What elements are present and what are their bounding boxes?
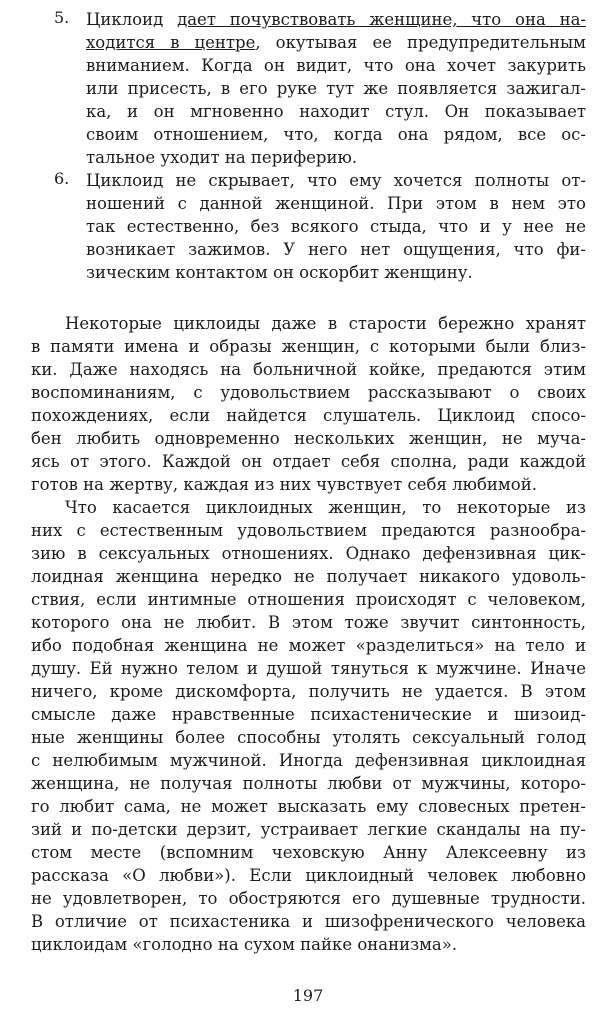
text-fragment: Циклоид	[86, 10, 178, 29]
underlined-text: ходится в центре	[86, 33, 256, 52]
text-line: ствия, если интимные отношения происходят с человеком,	[31, 590, 586, 609]
text-line: них с естественным удовольствием предаются разнообра-	[31, 521, 586, 540]
text-line: женщина, не получая полноты любви от мужчины, которо-	[31, 774, 586, 793]
text-line: ибо подобная женщина не может «разделиться» на тело и	[31, 636, 586, 655]
page-number: 197	[292, 986, 324, 1005]
text-line: возникает зажимов. У него нет ощущения, что фи-	[86, 240, 586, 259]
list-number: 6.	[54, 169, 70, 188]
text-line: циклоидам «голодно на сухом пайке онанизма».	[31, 935, 458, 954]
list-number: 5.	[54, 8, 70, 27]
body-text	[31, 312, 586, 956]
text-line: смысле даже нравственные психастенические и шизоид-	[31, 705, 586, 724]
text-line: которого она не любит. В этом тоже звучит синтонность,	[31, 613, 586, 632]
text-line	[86, 8, 586, 31]
text-line: душу. Ей нужно телом и душой тянуться к мужчине. Иначе	[31, 659, 586, 678]
list-item-5	[54, 8, 586, 169]
text-line: стом месте (вспомним чеховскую Анну Алексеевну из	[31, 843, 586, 862]
text-fragment: , окутывая ее предупредительным	[255, 33, 586, 52]
text-line: зическим контактом он оскорбит женщину.	[86, 263, 473, 282]
text-line: го любит сама, не может высказать ему словесных претен-	[31, 797, 586, 816]
text-line: с нелюбимым мужчиной. Иногда дефензивная циклоидная	[31, 751, 586, 770]
paragraph-2	[31, 496, 586, 956]
text-line: зию в сексуальных отношениях. Однако дефензивная цик-	[31, 544, 586, 563]
text-line: своим отношением, что, когда она рядом, все ос-	[86, 125, 586, 144]
text-line: воспоминаниям, с удовольствием рассказывают о своих	[31, 383, 586, 402]
text-line: рассказа «О любви»). Если циклоидный человек любовно	[31, 866, 586, 885]
text-line: ки. Даже находясь на больничной койке, предаются этим	[31, 360, 586, 379]
text-line: зий и по-детски дерзит, устраивает легкие скандалы на пу-	[31, 820, 586, 839]
text-line: бен любить одновременно нескольких женщин, не муча-	[31, 429, 586, 448]
text-line: Что касается циклоидных женщин, то некоторые из	[65, 498, 586, 517]
text-line: или присесть, в его руке тут же появляется зажигал-	[86, 79, 586, 98]
numbered-list	[54, 8, 586, 284]
text-line: вниманием. Когда он видит, что она хочет закурить	[86, 56, 586, 75]
text-line: похождениях, если найдется слушатель. Циклоид спосо-	[31, 406, 586, 425]
paragraph-1	[31, 312, 586, 496]
text-line: в памяти имена и образы женщин, с которыми были близ-	[31, 337, 586, 356]
text-line: не удовлетворен, то обостряются его душевные трудности.	[31, 889, 586, 908]
text-line: Некоторые циклоиды даже в старости бережно хранят	[65, 314, 586, 333]
text-line: ные женщины более способны утолять сексуальный голод	[31, 728, 586, 747]
text-line	[86, 31, 586, 54]
text-line: ничего, кроме дискомфорта, получить не удается. В этом	[31, 682, 586, 701]
text-line: ношений с данной женщиной. При этом в нем это	[86, 194, 586, 213]
text-line: лоидная женщина нередко не получает никакого удоволь-	[31, 567, 586, 586]
text-line: ясь от этого. Каждой он отдает себя сполна, ради каждой	[31, 452, 586, 471]
text-line: готов на жертву, каждая из них чувствует себя любимой.	[31, 475, 537, 494]
text-line: Циклоид не скрывает, что ему хочется полноты от-	[86, 171, 586, 190]
list-item-6	[54, 169, 586, 284]
underlined-text: дает почувствовать женщине, что она на-	[177, 10, 586, 29]
text-line: тальное уходит на периферию.	[86, 148, 358, 167]
text-line: ка, и он мгновенно находит стул. Он показывает	[86, 102, 586, 121]
text-line: так естественно, без всякого стыда, что и у нее не	[86, 217, 586, 236]
text-line: В отличие от психастеника и шизофренического человека	[31, 912, 586, 931]
